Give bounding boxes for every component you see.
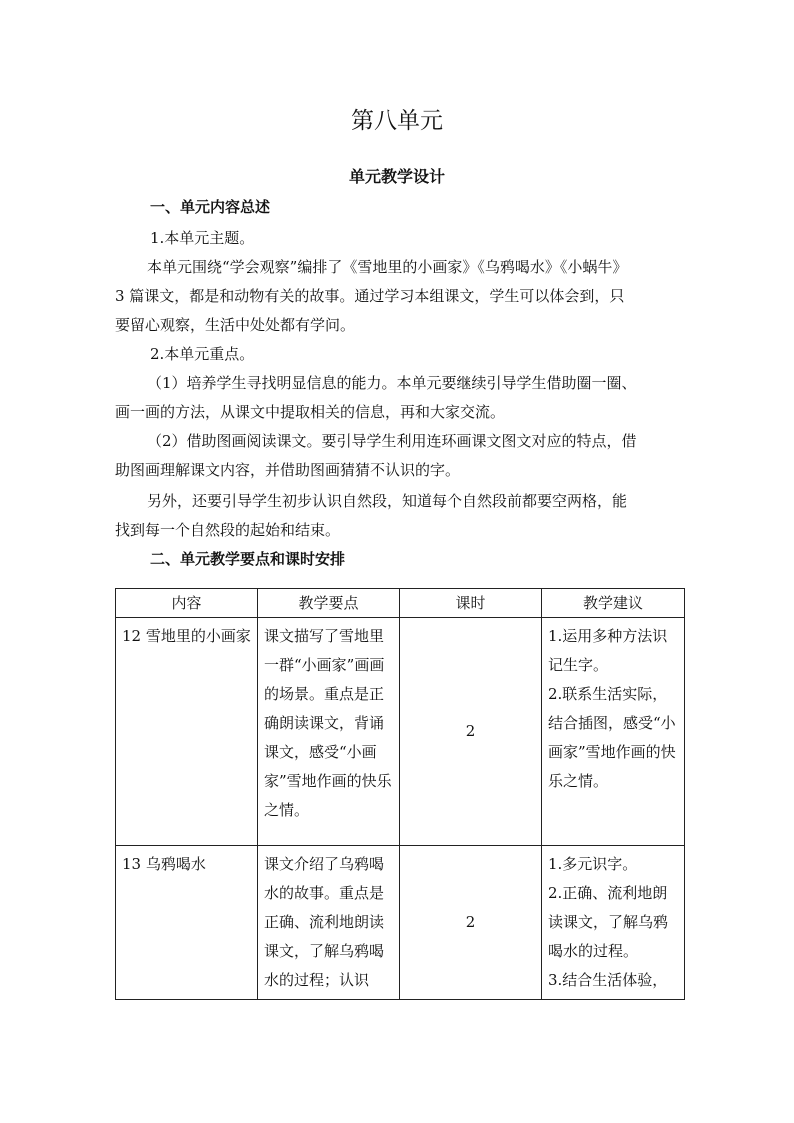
theme-paragraph-line: 要留心观察，生活中处处都有学问。 [115, 316, 356, 334]
class-hours-cell: 2 [400, 846, 542, 1000]
point2-paragraph-line: （2）借助图画阅读课文。要引导学生利用连环画课文图文对应的特点，借 [147, 432, 637, 450]
lesson-content-cell: 12 雪地里的小画家 [116, 618, 258, 846]
table-row [116, 846, 685, 1000]
table-header-cell: 教学要点 [258, 589, 400, 618]
table-row [116, 618, 685, 846]
suggestion-item: 2.联系生活实际，结合插图，感受“小画家”雪地作画的快乐之情。 [548, 685, 676, 790]
teaching-points-cell: 课文介绍了乌鸦喝水的故事。重点是正确、流利地朗读课文，了解乌鸦喝水的过程；认识 [258, 846, 400, 1000]
lesson-content-cell: 13 乌鸦喝水 [116, 846, 258, 1000]
extra-paragraph-line: 找到每一个自然段的起始和结束。 [115, 521, 341, 539]
section-subtitle: 单元教学设计 [348, 167, 445, 186]
suggestion-item: 3.结合生活体验， [548, 971, 668, 989]
section2-heading: 二、单元教学要点和课时安排 [150, 550, 346, 568]
table-header-cell: 内容 [116, 589, 258, 618]
suggestion-item: 2.正确、流利地朗读课文，了解乌鸦喝水的过程。 [548, 884, 669, 960]
item2-label: 2.本单元重点。 [150, 345, 255, 363]
teaching-suggestion-cell [542, 618, 685, 846]
extra-paragraph-line: 另外，还要引导学生初步认识自然段，知道每个自然段前都要空两格，能 [147, 492, 628, 510]
theme-paragraph-line: 3 篇课文，都是和动物有关的故事。通过学习本组课文，学生可以体会到，只 [115, 287, 625, 305]
point1-paragraph-line: 画一画的方法，从课文中提取相关的信息，再和大家交流。 [115, 403, 506, 421]
table-header-row [116, 589, 685, 618]
class-hours-cell: 2 [400, 618, 542, 846]
table-header-cell: 教学建议 [542, 589, 685, 618]
teaching-points-cell: 课文描写了雪地里一群“小画家”画画的场景。重点是正确朗读课文，背诵课文，感受“小画家”雪地作画的快乐之情。 [258, 618, 400, 846]
item1-label: 1.本单元主题。 [150, 229, 255, 247]
table-header-cell: 课时 [400, 589, 542, 618]
point1-paragraph-line: （1）培养学生寻找明显信息的能力。本单元要继续引导学生借助圈一圈、 [147, 374, 637, 392]
suggestion-item: 1.运用多种方法识记生字。 [548, 627, 668, 674]
point2-paragraph-line: 助图画理解课文内容，并借助图画猜猜不认识的字。 [115, 461, 461, 479]
suggestion-item: 1.多元识字。 [548, 855, 638, 873]
teaching-suggestion-cell [542, 846, 685, 1000]
section1-heading: 一、单元内容总述 [150, 198, 271, 216]
page-title: 第八单元 [351, 108, 443, 134]
teaching-plan-table [115, 588, 685, 1000]
theme-paragraph-line: 本单元围绕“学会观察”编排了《雪地里的小画家》《乌鸦喝水》《小蜗牛》 [147, 258, 628, 276]
